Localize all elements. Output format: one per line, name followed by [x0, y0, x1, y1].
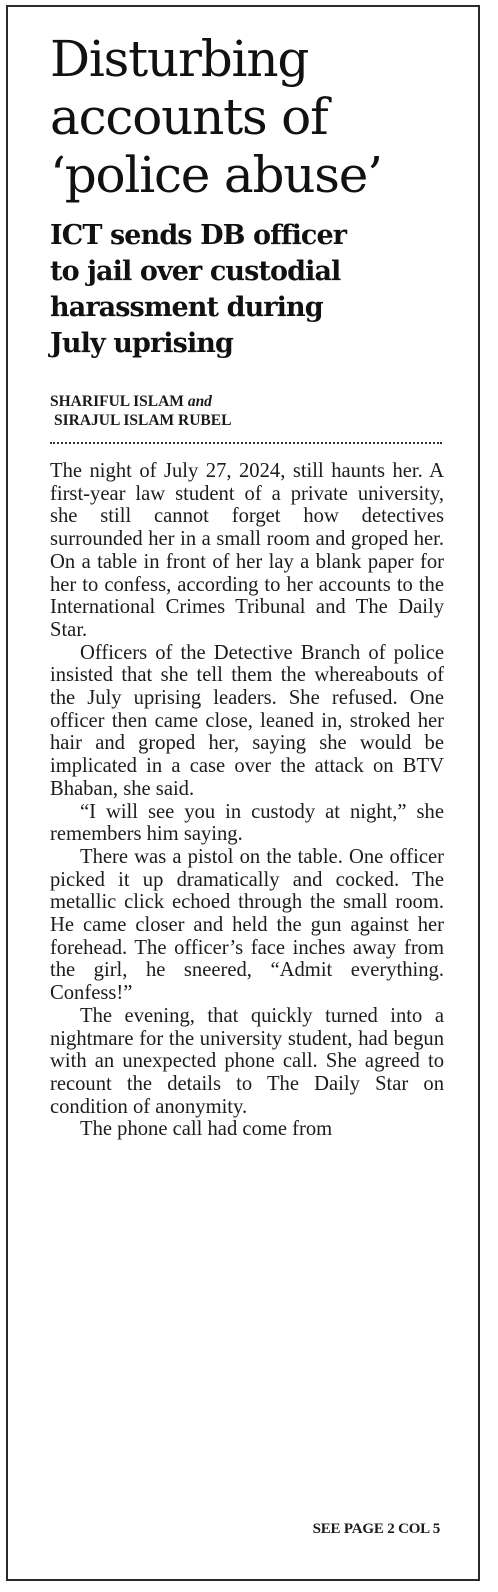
body-paragraph: The evening, that quickly turned into a nightmare for the university student, had begun with an unexpected phone call. She agreed to recount the details to The Daily Star on condition of anonymity.: [50, 1004, 444, 1118]
body-paragraph: “I will see you in custody at night,” she remembers him saying.: [50, 800, 444, 846]
byline: [50, 392, 444, 430]
byline-author-2: SIRAJUL ISLAM RUBEL: [54, 412, 232, 429]
article-body: [50, 460, 444, 1141]
headline-line: accounts of: [50, 88, 328, 146]
headline-line: Disturbing: [50, 30, 309, 88]
article: [50, 30, 444, 1141]
body-paragraph: Officers of the Detective Branch of police insisted that she tell them the whereabouts of the July uprising leaders. She refused. One officer then came close, leaned in, stroked her hair and groped her, saying she would be implicated in a case over the attack on BTV Bhaban, she said.: [50, 641, 444, 800]
subheadline-line: ICT sends DB officer: [50, 220, 347, 251]
subheadline-line: to jail over custodial: [50, 256, 341, 287]
byline-conjunction: and: [187, 393, 212, 410]
subheadline: [50, 218, 444, 362]
continued-jump-line: SEE PAGE 2 COL 5: [312, 1521, 440, 1537]
headline: [50, 30, 444, 204]
body-paragraph: The night of July 27, 2024, still haunts her. A first-year law student of a private university, she still cannot forget how detectives surrounded her in a small room and groped her. On a table in front of her lay a blank paper for her to confess, according to her accounts to the International Crimes Tribunal and The Daily Star.: [50, 460, 444, 641]
dotted-divider: [50, 442, 442, 444]
headline-line: ‘police abuse’: [50, 146, 382, 204]
subheadline-line: July uprising: [50, 328, 234, 359]
byline-author-1: SHARIFUL ISLAM: [50, 393, 184, 410]
subheadline-line: harassment during: [50, 292, 323, 323]
body-paragraph: The phone call had come from: [80, 1118, 333, 1141]
body-paragraph: There was a pistol on the table. One officer picked it up dramatically and cocked. The metallic click echoed through the small room. He came closer and held the gun against her forehead. The officer’s face inches away from the girl, he sneered, “Admit everything. Confess!”: [50, 845, 444, 1005]
